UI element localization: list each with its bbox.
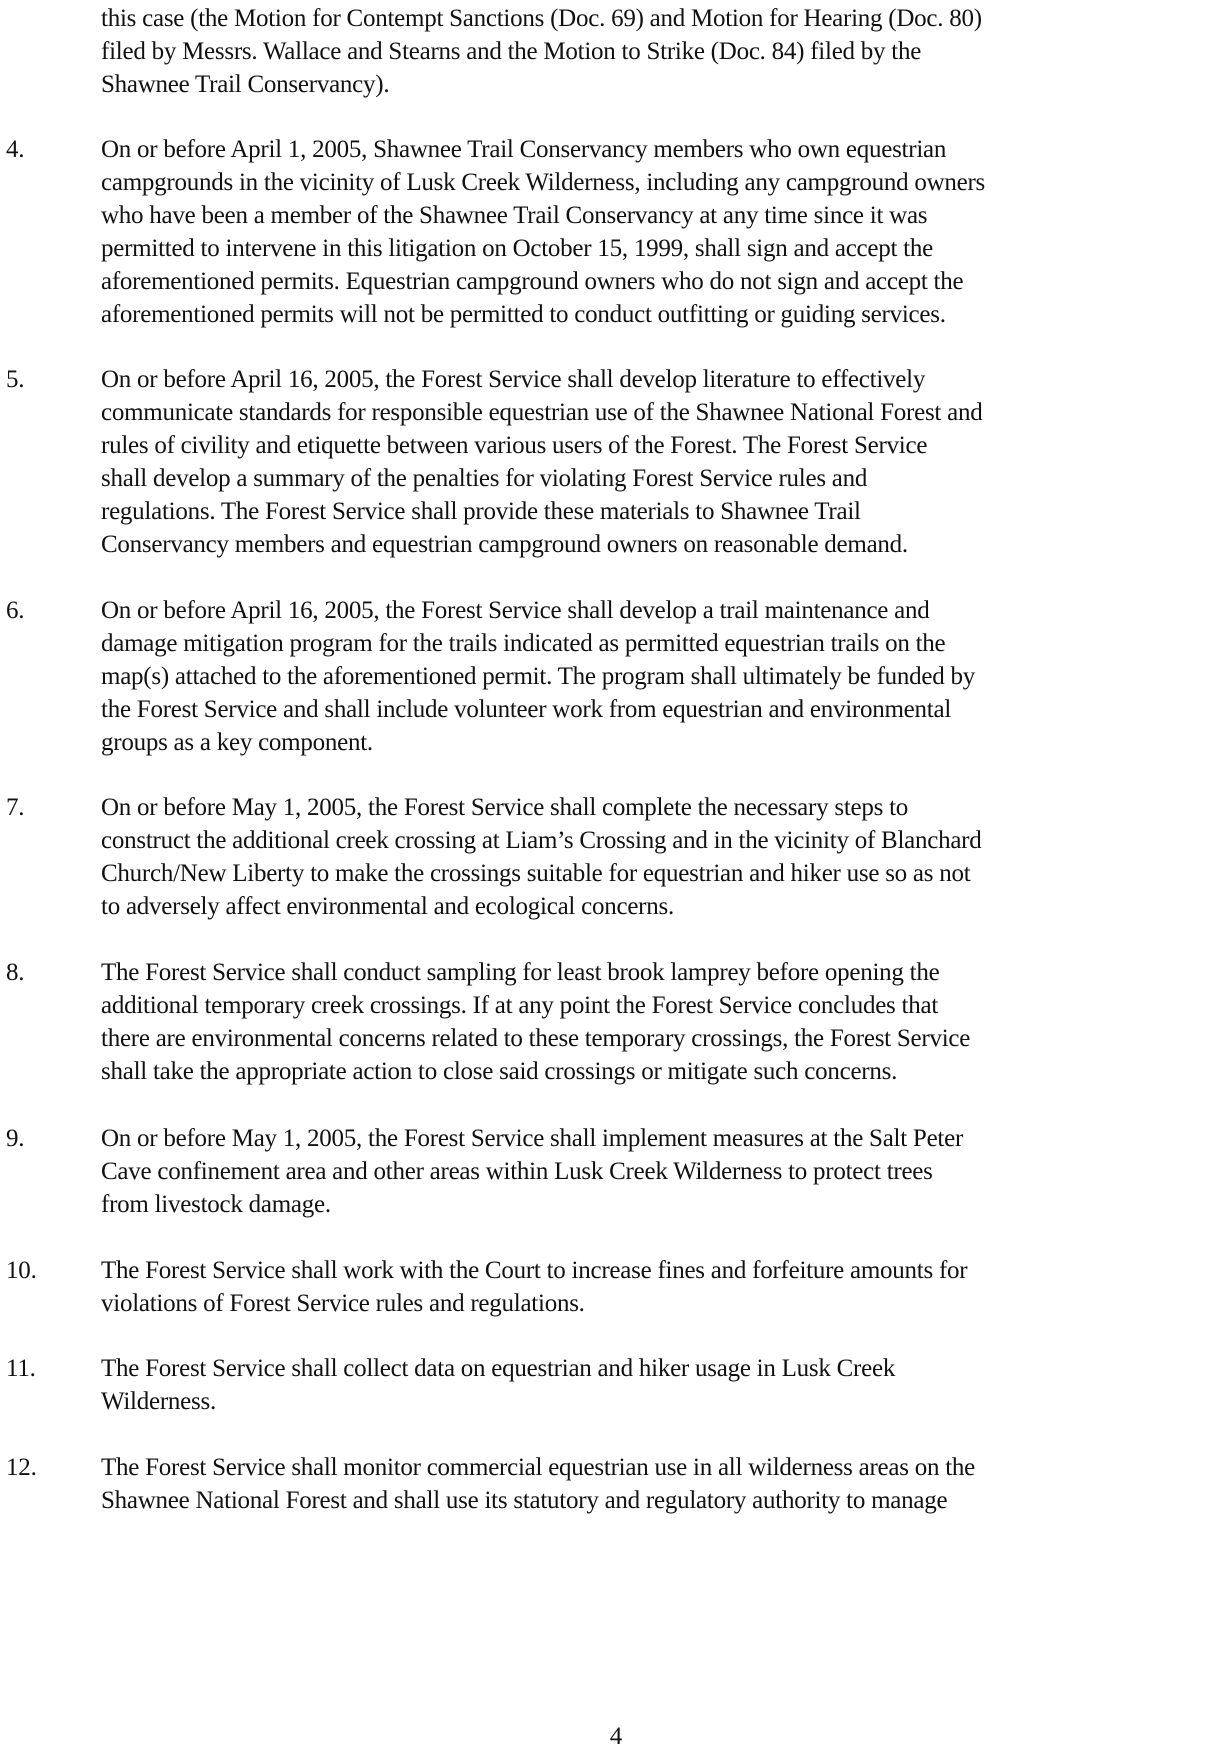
paragraph-number: 5.	[6, 366, 25, 393]
text-line: additional temporary creek crossings. If at any point the Forest Service concludes that	[101, 992, 939, 1019]
text-line: rules of civility and etiquette between various users of the Forest. The Forest Service	[101, 432, 928, 459]
text-line: aforementioned permits will not be permitted to conduct outfitting or guiding services.	[101, 301, 946, 328]
paragraph-number: 8.	[6, 959, 25, 986]
text-line: aforementioned permits. Equestrian campground owners who do not sign and accept the	[101, 268, 964, 295]
paragraph-number: 11.	[6, 1355, 36, 1382]
text-line: groups as a key component.	[101, 729, 373, 756]
text-line: shall develop a summary of the penalties for violating Forest Service rules and	[101, 465, 868, 492]
text-line: On or before May 1, 2005, the Forest Service shall complete the necessary steps to	[101, 794, 909, 821]
text-line: On or before April 16, 2005, the Forest Service shall develop literature to effectively	[101, 366, 926, 393]
text-line: regulations. The Forest Service shall provide these materials to Shawnee Trail	[101, 498, 861, 525]
text-line: Conservancy members and equestrian campground owners on reasonable demand.	[101, 531, 908, 558]
paragraph-number: 6.	[6, 597, 25, 624]
text-line: this case (the Motion for Contempt Sanctions (Doc. 69) and Motion for Hearing (Doc. 80)	[101, 5, 982, 32]
text-line: Wilderness.	[101, 1388, 216, 1415]
text-line: communicate standards for responsible equestrian use of the Shawnee National Forest and	[101, 399, 983, 426]
text-line: who have been a member of the Shawnee Trail Conservancy at any time since it was	[101, 202, 928, 229]
text-line: Shawnee Trail Conservancy).	[101, 71, 390, 98]
text-line: The Forest Service shall monitor commercial equestrian use in all wilderness areas on the	[101, 1454, 976, 1481]
text-line: shall take the appropriate action to close said crossings or mitigate such concerns.	[101, 1058, 898, 1085]
text-line: The Forest Service shall work with the Court to increase fines and forfeiture amounts for	[101, 1257, 968, 1284]
text-line: there are environmental concerns related to these temporary crossings, the Forest Service	[101, 1025, 971, 1052]
page-number: 4	[609, 1723, 623, 1750]
paragraph-number: 7.	[6, 794, 25, 821]
text-line: On or before April 1, 2005, Shawnee Trail Conservancy members who own equestrian	[101, 136, 947, 163]
paragraph-number: 9.	[6, 1125, 25, 1152]
text-line: to adversely affect environmental and ecological concerns.	[101, 893, 674, 920]
text-line: damage mitigation program for the trails indicated as permitted equestrian trails on the	[101, 630, 946, 657]
text-line: Cave confinement area and other areas within Lusk Creek Wilderness to protect trees	[101, 1158, 933, 1185]
paragraph-number: 12.	[6, 1454, 37, 1481]
text-line: The Forest Service shall collect data on equestrian and hiker usage in Lusk Creek	[101, 1355, 896, 1382]
text-line: violations of Forest Service rules and regulations.	[101, 1290, 585, 1317]
text-line: map(s) attached to the aforementioned permit. The program shall ultimately be funded by	[101, 663, 976, 690]
text-line: On or before May 1, 2005, the Forest Service shall implement measures at the Salt Peter	[101, 1125, 964, 1152]
paragraph-number: 10.	[6, 1257, 37, 1284]
text-line: The Forest Service shall conduct sampling for least brook lamprey before opening the	[101, 959, 940, 986]
text-line: construct the additional creek crossing at Liam’s Crossing and in the vicinity of Blanchard	[101, 827, 982, 854]
text-line: Shawnee National Forest and shall use its statutory and regulatory authority to manage	[101, 1487, 948, 1514]
text-line: from livestock damage.	[101, 1191, 331, 1218]
text-line: permitted to intervene in this litigation on October 15, 1999, shall sign and accept the	[101, 235, 933, 262]
text-line: campgrounds in the vicinity of Lusk Creek Wilderness, including any campground owners	[101, 169, 986, 196]
text-line: Church/New Liberty to make the crossings suitable for equestrian and hiker use so as not	[101, 860, 971, 887]
text-line: the Forest Service and shall include volunteer work from equestrian and environmental	[101, 696, 952, 723]
text-line: On or before April 16, 2005, the Forest Service shall develop a trail maintenance and	[101, 597, 930, 624]
paragraph-number: 4.	[6, 136, 25, 163]
text-line: filed by Messrs. Wallace and Stearns and the Motion to Strike (Doc. 84) filed by the	[101, 38, 922, 65]
